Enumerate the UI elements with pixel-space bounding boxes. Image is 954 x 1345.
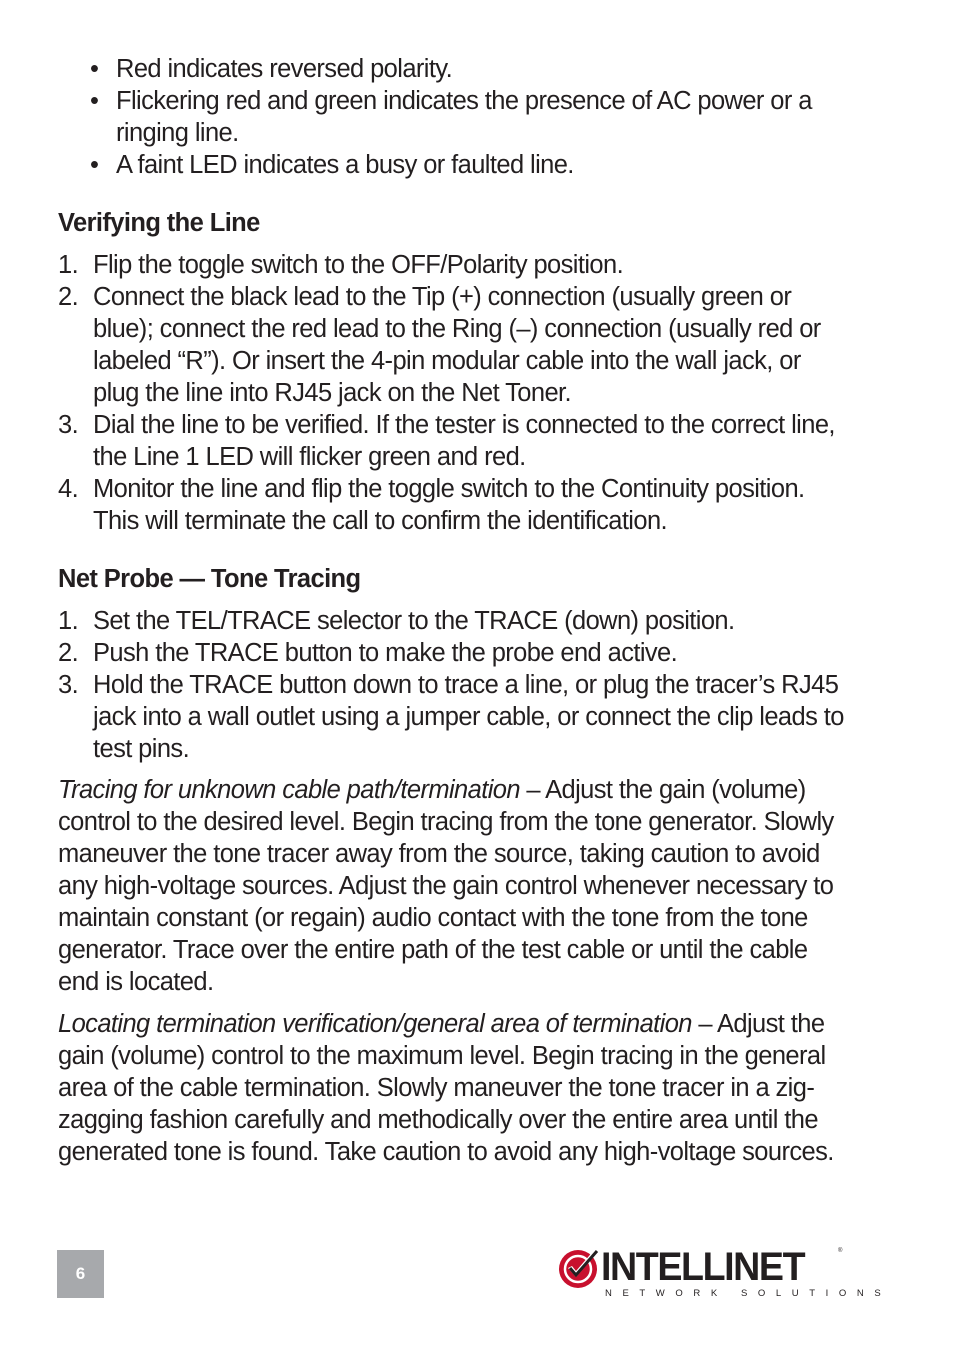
list-item: [90, 85, 850, 149]
section-heading-tone-tracing: Net Probe — Tone Tracing: [58, 565, 361, 593]
list-item: [58, 249, 848, 281]
intellinet-logo: [555, 1244, 892, 1304]
step-text: Hold the TRACE button down to trace a line, or plug the tracer’s RJ45 jack into a wall outlet using a jumper cable, or connect the clip leads to test pins.: [93, 671, 844, 763]
paragraph-unknown-cable-path: [58, 774, 848, 998]
step-number: 4.: [58, 475, 79, 503]
list-item: [90, 149, 850, 181]
step-number: 3.: [58, 411, 79, 439]
step-text: Push the TRACE button to make the probe end active.: [93, 639, 678, 667]
paragraph-body: – Adjust the gain (volume) control to the maximum level. Begin tracing in the general area of the cable termination. Slowly maneuver the tone tracer in a zig-zagging fashion carefully and methodically over the entire area until the generated tone is found. Take caution to avoid any high-voltage sources.: [58, 1010, 834, 1166]
step-text: Connect the black lead to the Tip (+) connection (usually green or blue); connect the red lead to the Ring (–) connection (usually red or labeled “R”). Or insert the 4-pin modular cable into the wall jack, or plug the line into RJ45 jack on the Net Toner.: [93, 283, 821, 407]
list-item: [58, 605, 848, 637]
verifying-steps-list: [58, 249, 848, 537]
step-text: Set the TEL/TRACE selector to the TRACE (down) position.: [93, 607, 735, 635]
step-text: Monitor the line and flip the toggle switch to the Continuity position. This will terminate the call to confirm the identification.: [93, 475, 805, 535]
step-number: 1.: [58, 251, 79, 279]
logo-tagline: NETWORK SOLUTIONS: [605, 1288, 892, 1299]
tone-tracing-steps-list: [58, 605, 848, 765]
paragraph-body: – Adjust the gain (volume) control to the desired level. Begin tracing from the tone generator. Slowly maneuver the tone tracer away from the source, taking caution to avoid any high-voltage sources. Adjust the gain control whenever necessary to maintain constant (or regain) audio contact with the tone from the tone generator. Trace over the entire path of the test cable or until the cable end is located.: [58, 776, 834, 996]
list-item: [58, 281, 848, 409]
logo-wordmark: INTELLINET: [601, 1245, 805, 1289]
list-item: [58, 637, 848, 669]
list-item: [58, 473, 848, 537]
step-text: Flip the toggle switch to the OFF/Polarity position.: [93, 251, 624, 279]
step-number: 2.: [58, 639, 79, 667]
section-heading-verifying: Verifying the Line: [58, 209, 260, 237]
paragraph-lead: Locating termination verification/general area of termination: [58, 1010, 692, 1038]
step-number: 2.: [58, 283, 79, 311]
page-number-badge: 6: [57, 1250, 104, 1298]
checkmark-circle-icon: [555, 1244, 603, 1292]
bullet-mark: •: [90, 87, 99, 115]
paragraph-lead: Tracing for unknown cable path/termination: [58, 776, 520, 804]
logo-trademark: ®: [838, 1248, 843, 1254]
step-text: Dial the line to be verified. If the tester is connected to the correct line, the Line 1 LED will flicker green and red.: [93, 411, 835, 471]
list-item-text: Flickering red and green indicates the presence of AC power or a ringing line.: [116, 87, 812, 147]
bullet-mark: •: [90, 55, 99, 83]
list-item: [58, 669, 848, 765]
step-number: 3.: [58, 671, 79, 699]
paragraph-termination-area: [58, 1008, 848, 1168]
list-item: [58, 409, 848, 473]
list-item-text: Red indicates reversed polarity.: [116, 55, 453, 83]
step-number: 1.: [58, 607, 79, 635]
list-item-text: A faint LED indicates a busy or faulted line.: [116, 151, 574, 179]
led-indicator-list: [90, 53, 850, 181]
bullet-mark: •: [90, 151, 99, 179]
list-item: [90, 53, 850, 85]
